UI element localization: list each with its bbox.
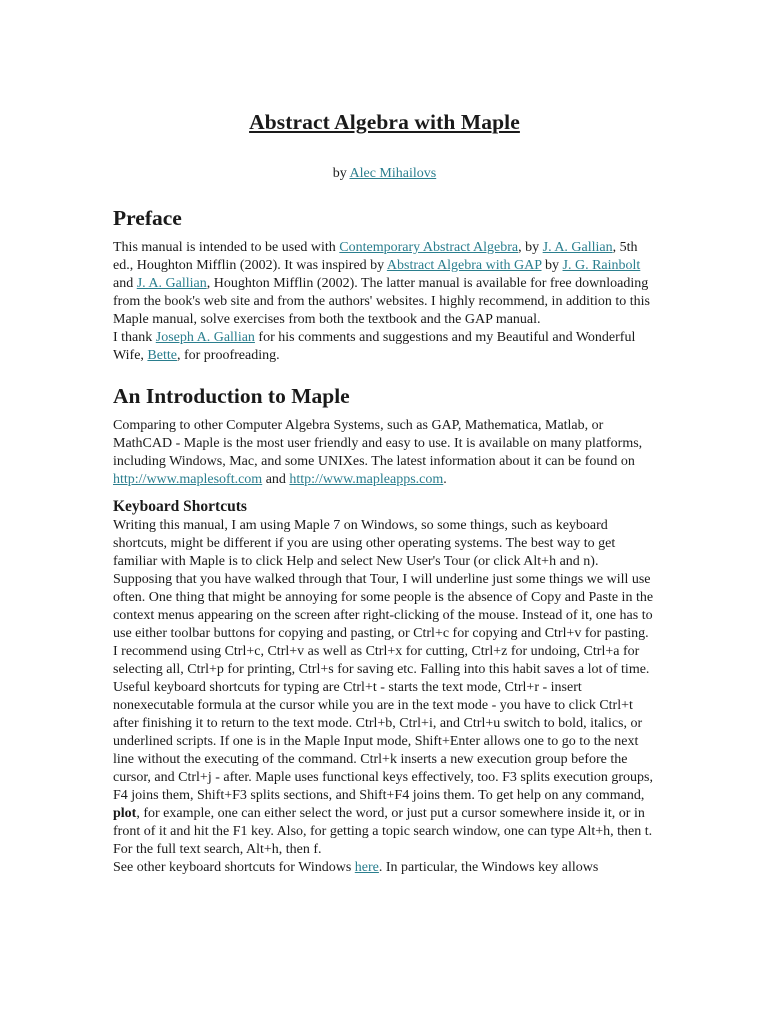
plot-command-bold: plot [113, 806, 137, 821]
shortcuts-text: See other keyboard shortcuts for Windows [113, 860, 355, 875]
mapleapps-link[interactable]: http://www.mapleapps.com [289, 472, 444, 487]
here-link[interactable]: here [354, 860, 379, 875]
byline-prefix: by [332, 166, 350, 181]
abstract-algebra-with-gap-link[interactable]: Abstract Algebra with GAP [386, 258, 542, 273]
joseph-gallian-link[interactable]: Joseph A. Gallian [155, 330, 255, 345]
contemporary-abstract-algebra-link[interactable]: Contemporary Abstract Algebra [339, 240, 519, 255]
shortcuts-paragraph-3 [113, 859, 656, 877]
gallian-link[interactable]: J. A. Gallian [542, 240, 613, 255]
intro-text: and [262, 472, 290, 487]
preface-text: for his comments and suggestions and my Beautiful and Wonderful Wife, [113, 330, 636, 363]
shortcuts-paragraph-2 [113, 679, 656, 859]
shortcuts-text: , for example, one can either select the word, or just put a cursor somewhere inside it, or in front of it and hit the F1 key. Also, for getting a topic search window, one can type Alt+h, then t. For the full text search, Alt+h, then f. [113, 806, 653, 857]
maplesoft-link[interactable]: http://www.maplesoft.com [113, 472, 263, 487]
preface-text: , for proofreading. [176, 348, 280, 363]
document-title: Abstract Algebra with Maple [249, 110, 520, 134]
shortcuts-text: . In particular, the Windows key allows [378, 860, 599, 875]
byline [113, 135, 656, 183]
rainbolt-link[interactable]: J. G. Rainbolt [562, 258, 641, 273]
bette-link[interactable]: Bette [147, 348, 177, 363]
preface-text: , Houghton Mifflin (2002). The latter manual is available for free downloading from the book's web site and from the authors' websites. I highly recommend, in addition to this Maple manual, solve exercises from both the textbook and the GAP manual. [113, 276, 650, 327]
author-link[interactable]: Alec Mihailovs [349, 166, 437, 181]
preface-text: , 5th ed., Houghton Mifflin (2002). It was inspired by [113, 240, 638, 273]
intro-paragraph [113, 409, 656, 489]
preface-text: I thank [113, 330, 156, 345]
preface-text: , by [518, 240, 543, 255]
preface-text: and [113, 276, 137, 291]
keyboard-shortcuts-heading: Keyboard Shortcuts [113, 498, 247, 515]
preface-text: by [541, 258, 563, 273]
preface-heading: Preface [113, 206, 182, 230]
gallian-link-2[interactable]: J. A. Gallian [136, 276, 207, 291]
shortcuts-text: Useful keyboard shortcuts for typing are Ctrl+t - starts the text mode, Ctrl+r - insert nonexecutable formula at the cursor while you are in the text mode - you have to click Ctrl+t after finishing it to return to the text mode. Ctrl+b, Ctrl+i, and Ctrl+u switch to bold, italics, or underlined scripts. If one is in the Maple Input mode, Shift+Enter allows one to go to the next line without the executing of the command. Ctrl+k inserts a new execution group before the cursor, and Ctrl+j - after. Maple uses functional keys effectively, too. F3 splits execution groups, F4 joins them, Shift+F3 splits sections, and Shift+F4 joins them. To get help on any command, [113, 680, 653, 803]
preface-text: This manual is intended to be used with [113, 240, 340, 255]
intro-text: . [443, 472, 447, 487]
intro-text: Comparing to other Computer Algebra Systems, such as GAP, Mathematica, Matlab, or MathCAD - Maple is the most user friendly and easy to use. It is available on many platforms, including Windows, Mac, and some UNIXes. The latest information about it can be found on [113, 418, 643, 469]
preface-paragraph-2 [113, 329, 656, 365]
shortcuts-paragraph-1: Writing this manual, I am using Maple 7 on Windows, so some things, such as keyboard shortcuts, might be different if you are using other operating systems. The best way to get familiar with Maple is to click Help and select New User's Tour (or click Alt+h and n). Supposing that you have walked through that Tour, I will underline just some things we will use often. One thing that might be annoying for some people is the absence of Copy and Paste in the context menus appearing on the screen after right-clicking of the mouse. Instead of it, one has to use either toolbar buttons for copying and pasting, or Ctrl+c for copying and Ctrl+v for pasting. I recommend using Ctrl+c, Ctrl+v as well as Ctrl+x for cutting, Ctrl+z for undoing, Ctrl+a for selecting all, Ctrl+p for printing, Ctrl+s for saving etc. Falling into this habit saves a lot of time. [113, 518, 654, 677]
preface-paragraph-1 [113, 231, 656, 329]
intro-heading: An Introduction to Maple [113, 384, 350, 408]
